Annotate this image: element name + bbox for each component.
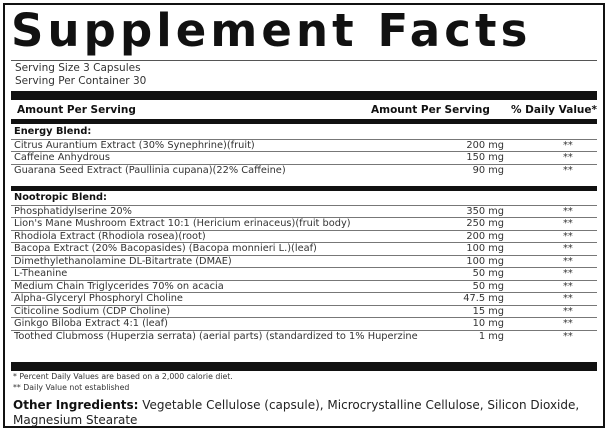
ingredient-name: Rhodiola Extract (Rhodiola rosea)(root) — [14, 230, 206, 242]
ingredient-row — [11, 230, 597, 243]
ingredient-daily-value: ** — [563, 255, 573, 267]
ingredient-daily-value: ** — [563, 230, 573, 242]
ingredient-name: Alpha-Glyceryl Phosphoryl Choline — [14, 293, 183, 304]
ingredient-daily-value: ** — [563, 139, 573, 151]
other-ingredients-label: Other Ingredients: — [13, 398, 139, 412]
ingredient-amount: 10 mg — [472, 318, 504, 329]
title-divider — [11, 60, 597, 61]
ingredient-amount: 50 mg — [472, 268, 504, 279]
servings-per-container: Serving Per Container 30 — [15, 75, 147, 87]
footnote-percent-dv: * Percent Daily Values are based on a 2,000 calorie diet. — [13, 372, 233, 381]
thick-divider-bottom — [11, 362, 597, 371]
ingredient-row — [11, 292, 597, 305]
ingredient-daily-value: ** — [563, 293, 573, 304]
ingredient-daily-value: ** — [563, 280, 573, 292]
panel-title: Supplement Facts — [11, 4, 532, 57]
ingredient-row — [11, 330, 597, 343]
ingredient-amount: 250 mg — [466, 218, 504, 229]
header-amount-per-serving-left: Amount Per Serving — [17, 104, 136, 116]
ingredient-row — [11, 255, 597, 268]
ingredient-row — [11, 151, 597, 164]
ingredient-row — [11, 317, 597, 330]
ingredient-name: Medium Chain Triglycerides 70% on acacia — [14, 280, 224, 292]
ingredient-amount: 100 mg — [466, 255, 504, 267]
thick-divider-header — [11, 119, 597, 124]
ingredient-daily-value: ** — [563, 268, 573, 279]
ingredient-name: Phosphatidylserine 20% — [14, 205, 132, 217]
ingredient-row — [11, 139, 597, 152]
ingredient-amount: 350 mg — [466, 205, 504, 217]
ingredient-name: L-Theanine — [14, 268, 68, 279]
ingredient-daily-value: ** — [563, 152, 573, 163]
ingredient-daily-value: ** — [563, 330, 573, 342]
ingredient-daily-value: ** — [563, 318, 573, 329]
nootropic-blend-heading: Nootropic Blend: — [14, 192, 107, 203]
ingredient-name: Citrus Aurantium Extract (30% Synephrine)(fruit) — [14, 139, 255, 151]
ingredient-daily-value: ** — [563, 243, 573, 254]
other-ingredients-text: Vegetable Cellulose (capsule), Microcrystalline Cellulose, Silicon Dioxide, Magnesium Stearate — [13, 398, 580, 427]
ingredient-amount: 200 mg — [466, 139, 504, 151]
nootropic-blend-section — [11, 192, 597, 342]
supplement-facts-panel — [3, 3, 605, 428]
ingredient-daily-value: ** — [563, 164, 573, 176]
ingredient-row — [11, 164, 597, 177]
ingredient-name: Caffeine Anhydrous — [14, 152, 110, 163]
ingredient-row — [11, 205, 597, 218]
ingredient-name: Guarana Seed Extract (Paullinia cupana)(22% Caffeine) — [14, 164, 286, 176]
ingredient-amount: 47.5 mg — [463, 293, 504, 304]
footnote-not-established: ** Daily Value not established — [13, 383, 130, 392]
ingredient-name: Bacopa Extract (20% Bacopasides) (Bacopa monnieri L.)(leaf) — [14, 243, 317, 254]
ingredient-amount: 90 mg — [472, 164, 504, 176]
ingredient-amount: 100 mg — [466, 243, 504, 254]
ingredient-name: Dimethylethanolamine DL-Bitartrate (DMAE) — [14, 255, 232, 267]
other-ingredients — [13, 398, 601, 428]
energy-blend-section — [11, 126, 597, 176]
ingredient-row — [11, 217, 597, 230]
thick-divider-middle — [11, 186, 597, 191]
ingredient-row — [11, 280, 597, 293]
ingredient-amount: 50 mg — [472, 280, 504, 292]
ingredient-daily-value: ** — [563, 205, 573, 217]
header-amount-per-serving-right: Amount Per Serving — [371, 104, 490, 116]
ingredient-daily-value: ** — [563, 305, 573, 317]
energy-blend-heading: Energy Blend: — [14, 126, 92, 137]
ingredient-name: Ginkgo Biloba Extract 4:1 (leaf) — [14, 318, 168, 329]
thick-divider-top — [11, 91, 597, 100]
ingredient-name: Lion's Mane Mushroom Extract 10:1 (Hericium erinaceus)(fruit body) — [14, 218, 351, 229]
ingredient-row — [11, 305, 597, 318]
ingredient-amount: 1 mg — [478, 330, 504, 342]
serving-size: Serving Size 3 Capsules — [15, 62, 141, 74]
ingredient-daily-value: ** — [563, 218, 573, 229]
ingredient-name: Citicoline Sodium (CDP Choline) — [14, 305, 171, 317]
ingredient-row — [11, 242, 597, 255]
header-daily-value: % Daily Value* — [511, 104, 597, 116]
ingredient-row — [11, 267, 597, 280]
ingredient-amount: 15 mg — [472, 305, 504, 317]
ingredient-amount: 150 mg — [466, 152, 504, 163]
ingredient-name: Toothed Clubmoss (Huperzia serrata) (aerial parts) (standardized to 1% Huperzine — [14, 330, 418, 342]
ingredient-amount: 200 mg — [466, 230, 504, 242]
